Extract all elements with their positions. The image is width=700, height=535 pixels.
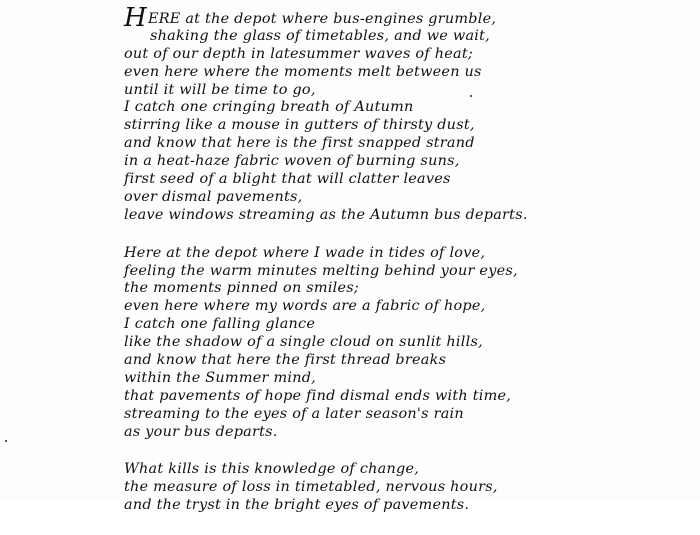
poem-line: as your bus departs. bbox=[124, 423, 278, 440]
poem-line: within the Summer mind, bbox=[124, 369, 316, 386]
stanza-1 bbox=[124, 3, 684, 225]
stanza-2 bbox=[124, 245, 684, 442]
poem-line: that pavements of hope find dismal ends with time, bbox=[124, 387, 512, 404]
poem-line: feeling the warm minutes melting behind your eyes, bbox=[124, 262, 518, 279]
poem-line: out of our depth in latesummer waves of heat; bbox=[124, 45, 473, 62]
poem-line: the moments pinned on smiles; bbox=[124, 280, 360, 297]
poem-line: HERE at the depot where bus-engines grumble, bbox=[124, 3, 497, 33]
poem-line: leave windows streaming as the Autumn bus departs. bbox=[124, 206, 528, 223]
poem-line: streaming to the eyes of a later season's rain bbox=[124, 405, 464, 422]
poem-line: and the tryst in the bright eyes of pavements. bbox=[124, 497, 470, 514]
stanza-3 bbox=[124, 461, 684, 515]
poem-line: like the shadow of a single cloud on sunlit hills, bbox=[124, 334, 483, 351]
drop-cap: H bbox=[124, 3, 147, 33]
poem-line: Here at the depot where I wade in tides of love, bbox=[124, 244, 486, 261]
poem-line: the measure of loss in timetabled, nervous hours, bbox=[124, 479, 498, 496]
poem-line: stirring like a mouse in gutters of thirsty dust, bbox=[124, 117, 475, 134]
poem-line: first seed of a blight that will clatter leaves bbox=[124, 171, 451, 188]
poem-line: shaking the glass of timetables, and we wait, bbox=[150, 27, 490, 44]
ink-speck bbox=[470, 95, 472, 97]
poem-line: and know that here the first thread breaks bbox=[124, 352, 447, 369]
poem-line: I catch one falling glance bbox=[124, 316, 316, 333]
poem-line: even here where my words are a fabric of hope, bbox=[124, 298, 486, 315]
poem-line: until it will be time to go, bbox=[124, 81, 316, 98]
poem-line: in a heat-haze fabric woven of burning suns, bbox=[124, 153, 460, 170]
poem-line: and know that here is the first snapped strand bbox=[124, 135, 475, 152]
poem-line: What kills is this knowledge of change, bbox=[124, 461, 420, 478]
ink-speck bbox=[5, 440, 7, 442]
poem-line: over dismal pavements, bbox=[124, 188, 303, 205]
poem-line: I catch one cringing breath of Autumn bbox=[124, 99, 414, 116]
poem-line: even here where the moments melt between us bbox=[124, 63, 482, 80]
poem bbox=[124, 3, 684, 535]
